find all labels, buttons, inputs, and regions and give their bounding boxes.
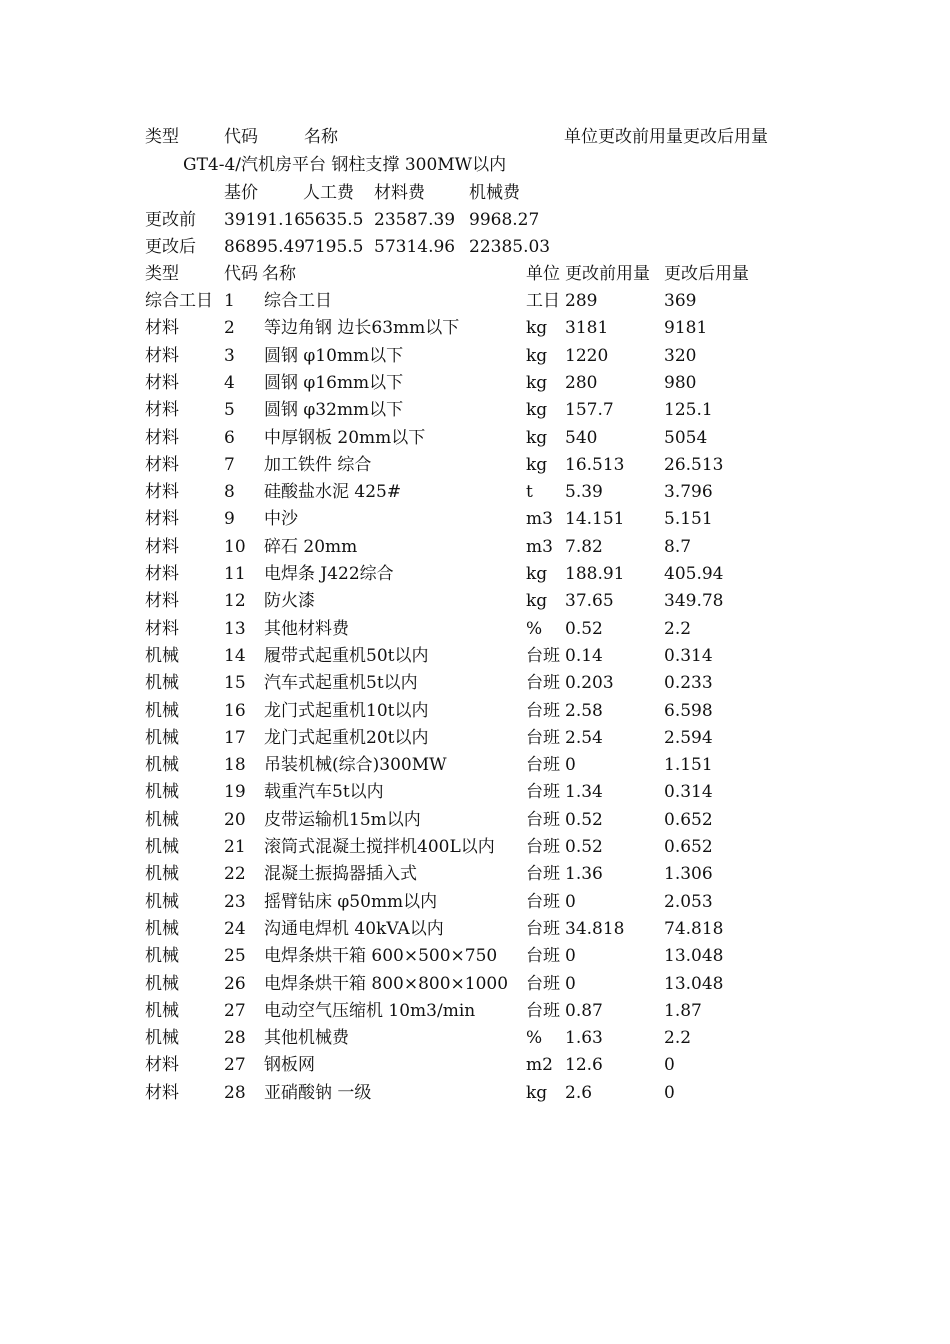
price-row-base: 39191.16: [224, 210, 306, 230]
row-code: 2: [224, 318, 235, 338]
row-type: 材料: [145, 318, 179, 338]
table-header-code: 代码: [224, 264, 258, 284]
row-name: 加工铁件 综合: [264, 455, 372, 475]
row-unit: kg: [526, 428, 548, 448]
row-before: 0: [565, 892, 576, 912]
row-before: 0: [565, 974, 576, 994]
row-name: 混凝土振捣器插入式: [264, 864, 417, 884]
row-code: 7: [224, 455, 235, 475]
table-row: [0, 480, 950, 504]
row-type: 机械: [145, 755, 179, 775]
row-after: 1.87: [664, 1001, 702, 1021]
row-unit: kg: [526, 400, 548, 420]
row-after: 6.598: [664, 701, 713, 721]
row-type: 材料: [145, 346, 179, 366]
row-name: 沟通电焊机 40kVA以内: [264, 919, 444, 939]
row-type: 材料: [145, 455, 179, 475]
row-unit: %: [526, 1028, 543, 1048]
row-name: 履带式起重机50t以内: [264, 646, 429, 666]
row-after: 369: [664, 291, 697, 311]
row-unit: 台班: [526, 810, 560, 830]
row-before: 0: [565, 946, 576, 966]
row-unit: 台班: [526, 728, 560, 748]
table-row: [0, 944, 950, 968]
row-unit: 台班: [526, 974, 560, 994]
row-after: 349.78: [664, 591, 724, 611]
row-code: 17: [224, 728, 246, 748]
table-row: [0, 1081, 950, 1105]
row-type: 机械: [145, 701, 179, 721]
row-before: 0.52: [565, 837, 603, 857]
row-name: 龙门式起重机10t以内: [264, 701, 429, 721]
price-row-machine: 22385.03: [469, 237, 551, 257]
table-header-before: 更改前用量: [565, 264, 650, 284]
row-name: 滚筒式混凝土搅拌机400L以内: [264, 837, 495, 857]
row-name: 吊装机械(综合)300MW: [264, 755, 447, 775]
price-row-material: 23587.39: [374, 210, 456, 230]
row-before: 0: [565, 755, 576, 775]
row-name: 摇臂钻床 φ50mm以内: [264, 892, 438, 912]
table-row: [0, 398, 950, 422]
row-after: 0.314: [664, 782, 713, 802]
table-header-name: 名称: [262, 264, 296, 284]
table-row: [0, 289, 950, 313]
top-header-type: 类型: [145, 127, 179, 147]
row-code: 14: [224, 646, 246, 666]
top-header-unit-columns: 单位更改前用量更改后用量: [564, 127, 768, 147]
row-code: 13: [224, 619, 246, 639]
row-after: 1.151: [664, 755, 713, 775]
top-header-name: 名称: [304, 127, 338, 147]
row-before: 12.6: [565, 1055, 603, 1075]
row-after: 980: [664, 373, 697, 393]
row-before: 5.39: [565, 482, 603, 502]
row-unit: kg: [526, 318, 548, 338]
table-header-after: 更改后用量: [664, 264, 749, 284]
row-after: 0: [664, 1083, 675, 1103]
row-code: 6: [224, 428, 235, 448]
row-unit: 台班: [526, 782, 560, 802]
table-row: [0, 917, 950, 941]
row-type: 机械: [145, 946, 179, 966]
table-row: [0, 1026, 950, 1050]
row-name: 其他机械费: [264, 1028, 349, 1048]
row-before: 2.54: [565, 728, 603, 748]
table-row: [0, 344, 950, 368]
price-row-after: [0, 235, 950, 259]
row-after: 2.053: [664, 892, 713, 912]
row-type: 材料: [145, 509, 179, 529]
row-name: 龙门式起重机20t以内: [264, 728, 429, 748]
table-row: [0, 699, 950, 723]
row-type: 机械: [145, 782, 179, 802]
row-type: 机械: [145, 728, 179, 748]
row-code: 23: [224, 892, 246, 912]
row-unit: 台班: [526, 864, 560, 884]
row-name: 硅酸盐水泥 425#: [264, 482, 402, 502]
row-unit: kg: [526, 346, 548, 366]
table-row: [0, 999, 950, 1023]
table-row: [0, 316, 950, 340]
table-row: [0, 780, 950, 804]
row-unit: kg: [526, 1083, 548, 1103]
row-name: 亚硝酸钠 一级: [264, 1083, 372, 1103]
row-unit: 台班: [526, 646, 560, 666]
row-name: 综合工日: [264, 291, 332, 311]
table-row: [0, 890, 950, 914]
row-code: 18: [224, 755, 246, 775]
row-after: 2.2: [664, 1028, 692, 1048]
row-type: 综合工日: [145, 291, 213, 311]
quota-title-row: [0, 153, 950, 177]
row-unit: 工日: [526, 291, 560, 311]
row-code: 1: [224, 291, 235, 311]
row-type: 机械: [145, 864, 179, 884]
row-after: 5054: [664, 428, 708, 448]
table-header-unit: 单位: [526, 264, 560, 284]
row-type: 机械: [145, 1028, 179, 1048]
quota-title: GT4-4/汽机房平台 钢柱支撑 300MW以内: [183, 155, 507, 175]
row-before: 16.513: [565, 455, 625, 475]
table-row: [0, 835, 950, 859]
table-row: [0, 589, 950, 613]
row-unit: m3: [526, 509, 553, 529]
row-type: 材料: [145, 373, 179, 393]
row-after: 5.151: [664, 509, 713, 529]
row-before: 0.203: [565, 673, 614, 693]
row-code: 9: [224, 509, 235, 529]
row-unit: 台班: [526, 892, 560, 912]
table-row: [0, 426, 950, 450]
row-name: 等边角钢 边长63mm以下: [264, 318, 460, 338]
table-row: [0, 562, 950, 586]
row-type: 机械: [145, 974, 179, 994]
table-row: [0, 1053, 950, 1077]
price-header-labor: 人工费: [303, 183, 354, 203]
row-before: 280: [565, 373, 598, 393]
row-before: 0.52: [565, 619, 603, 639]
table-row: [0, 535, 950, 559]
price-header-material: 材料费: [374, 183, 425, 203]
row-type: 机械: [145, 810, 179, 830]
row-code: 22: [224, 864, 246, 884]
row-before: 0.14: [565, 646, 603, 666]
price-header-base: 基价: [224, 183, 258, 203]
row-after: 8.7: [664, 537, 692, 557]
row-unit: 台班: [526, 673, 560, 693]
row-unit: %: [526, 619, 543, 639]
row-after: 13.048: [664, 946, 724, 966]
row-before: 3181: [565, 318, 609, 338]
row-after: 125.1: [664, 400, 713, 420]
row-code: 8: [224, 482, 235, 502]
price-row-labor: 7195.5: [304, 237, 364, 257]
row-unit: 台班: [526, 946, 560, 966]
row-type: 机械: [145, 646, 179, 666]
row-code: 5: [224, 400, 235, 420]
row-code: 25: [224, 946, 246, 966]
row-type: 材料: [145, 537, 179, 557]
row-name: 钢板网: [264, 1055, 315, 1075]
row-unit: kg: [526, 564, 548, 584]
row-before: 14.151: [565, 509, 625, 529]
top-header-code: 代码: [224, 127, 258, 147]
row-after: 0.652: [664, 810, 713, 830]
row-unit: 台班: [526, 701, 560, 721]
row-name: 圆钢 φ16mm以下: [264, 373, 404, 393]
row-name: 电焊条 J422综合: [264, 564, 394, 584]
row-after: 9181: [664, 318, 708, 338]
row-after: 0.314: [664, 646, 713, 666]
row-unit: t: [526, 482, 533, 502]
row-code: 16: [224, 701, 246, 721]
row-unit: kg: [526, 373, 548, 393]
price-row-machine: 9968.27: [469, 210, 540, 230]
row-name: 皮带运输机15m以内: [264, 810, 421, 830]
row-code: 20: [224, 810, 246, 830]
row-code: 27: [224, 1055, 246, 1075]
row-after: 2.594: [664, 728, 713, 748]
row-name: 碎石 20mm: [264, 537, 358, 557]
row-before: 1.34: [565, 782, 603, 802]
row-code: 19: [224, 782, 246, 802]
row-before: 0.52: [565, 810, 603, 830]
row-name: 其他材料费: [264, 619, 349, 639]
row-type: 材料: [145, 619, 179, 639]
row-after: 26.513: [664, 455, 724, 475]
row-name: 中厚钢板 20mm以下: [264, 428, 426, 448]
table-row: [0, 371, 950, 395]
row-after: 0.233: [664, 673, 713, 693]
row-unit: m3: [526, 537, 553, 557]
row-before: 2.6: [565, 1083, 593, 1103]
table-row: [0, 671, 950, 695]
price-row-labor: 5635.5: [304, 210, 364, 230]
row-before: 1220: [565, 346, 609, 366]
row-before: 289: [565, 291, 598, 311]
table-row: [0, 644, 950, 668]
price-header-row: [0, 181, 950, 205]
row-before: 7.82: [565, 537, 603, 557]
row-before: 1.36: [565, 864, 603, 884]
row-before: 1.63: [565, 1028, 603, 1048]
table-row: [0, 507, 950, 531]
row-after: 0: [664, 1055, 675, 1075]
row-before: 540: [565, 428, 598, 448]
row-unit: 台班: [526, 919, 560, 939]
price-row-base: 86895.49: [224, 237, 306, 257]
row-before: 188.91: [565, 564, 625, 584]
row-code: 15: [224, 673, 246, 693]
row-code: 28: [224, 1028, 246, 1048]
row-code: 26: [224, 974, 246, 994]
row-code: 3: [224, 346, 235, 366]
row-after: 320: [664, 346, 697, 366]
row-code: 10: [224, 537, 246, 557]
row-type: 材料: [145, 400, 179, 420]
row-unit: 台班: [526, 837, 560, 857]
row-after: 13.048: [664, 974, 724, 994]
price-row-before: [0, 208, 950, 232]
row-code: 21: [224, 837, 246, 857]
price-row-material: 57314.96: [374, 237, 456, 257]
row-type: 材料: [145, 482, 179, 502]
top-header-row: [0, 125, 950, 149]
row-before: 37.65: [565, 591, 614, 611]
row-after: 3.796: [664, 482, 713, 502]
row-type: 机械: [145, 919, 179, 939]
row-type: 机械: [145, 1001, 179, 1021]
table-row: [0, 972, 950, 996]
row-type: 机械: [145, 673, 179, 693]
row-type: 机械: [145, 837, 179, 857]
row-type: 机械: [145, 892, 179, 912]
row-before: 2.58: [565, 701, 603, 721]
row-name: 电焊条烘干箱 600×500×750: [264, 946, 498, 966]
table-row: [0, 726, 950, 750]
row-type: 材料: [145, 1083, 179, 1103]
row-code: 28: [224, 1083, 246, 1103]
table-header-type: 类型: [145, 264, 179, 284]
row-before: 34.818: [565, 919, 625, 939]
price-header-machine: 机械费: [469, 183, 520, 203]
row-code: 27: [224, 1001, 246, 1021]
row-name: 中沙: [264, 509, 298, 529]
row-after: 2.2: [664, 619, 692, 639]
row-unit: m2: [526, 1055, 553, 1075]
row-type: 材料: [145, 591, 179, 611]
row-unit: 台班: [526, 755, 560, 775]
row-name: 圆钢 φ32mm以下: [264, 400, 404, 420]
row-unit: kg: [526, 455, 548, 475]
row-code: 24: [224, 919, 246, 939]
row-type: 材料: [145, 428, 179, 448]
row-code: 12: [224, 591, 246, 611]
row-code: 11: [224, 564, 246, 584]
row-after: 405.94: [664, 564, 724, 584]
row-name: 圆钢 φ10mm以下: [264, 346, 404, 366]
row-after: 74.818: [664, 919, 724, 939]
row-unit: kg: [526, 591, 548, 611]
row-name: 电焊条烘干箱 800×800×1000: [264, 974, 509, 994]
table-row: [0, 862, 950, 886]
price-row-label: 更改前: [145, 210, 196, 230]
row-name: 防火漆: [264, 591, 315, 611]
row-name: 电动空气压缩机 10m3/min: [264, 1001, 476, 1021]
table-row: [0, 753, 950, 777]
table-row: [0, 453, 950, 477]
row-after: 0.652: [664, 837, 713, 857]
row-before: 157.7: [565, 400, 614, 420]
row-unit: 台班: [526, 1001, 560, 1021]
row-name: 载重汽车5t以内: [264, 782, 384, 802]
table-row: [0, 808, 950, 832]
row-name: 汽车式起重机5t以内: [264, 673, 418, 693]
price-row-label: 更改后: [145, 237, 196, 257]
row-code: 4: [224, 373, 235, 393]
table-row: [0, 617, 950, 641]
row-before: 0.87: [565, 1001, 603, 1021]
row-type: 材料: [145, 564, 179, 584]
row-after: 1.306: [664, 864, 713, 884]
row-type: 材料: [145, 1055, 179, 1075]
table-header-row: [0, 262, 950, 286]
